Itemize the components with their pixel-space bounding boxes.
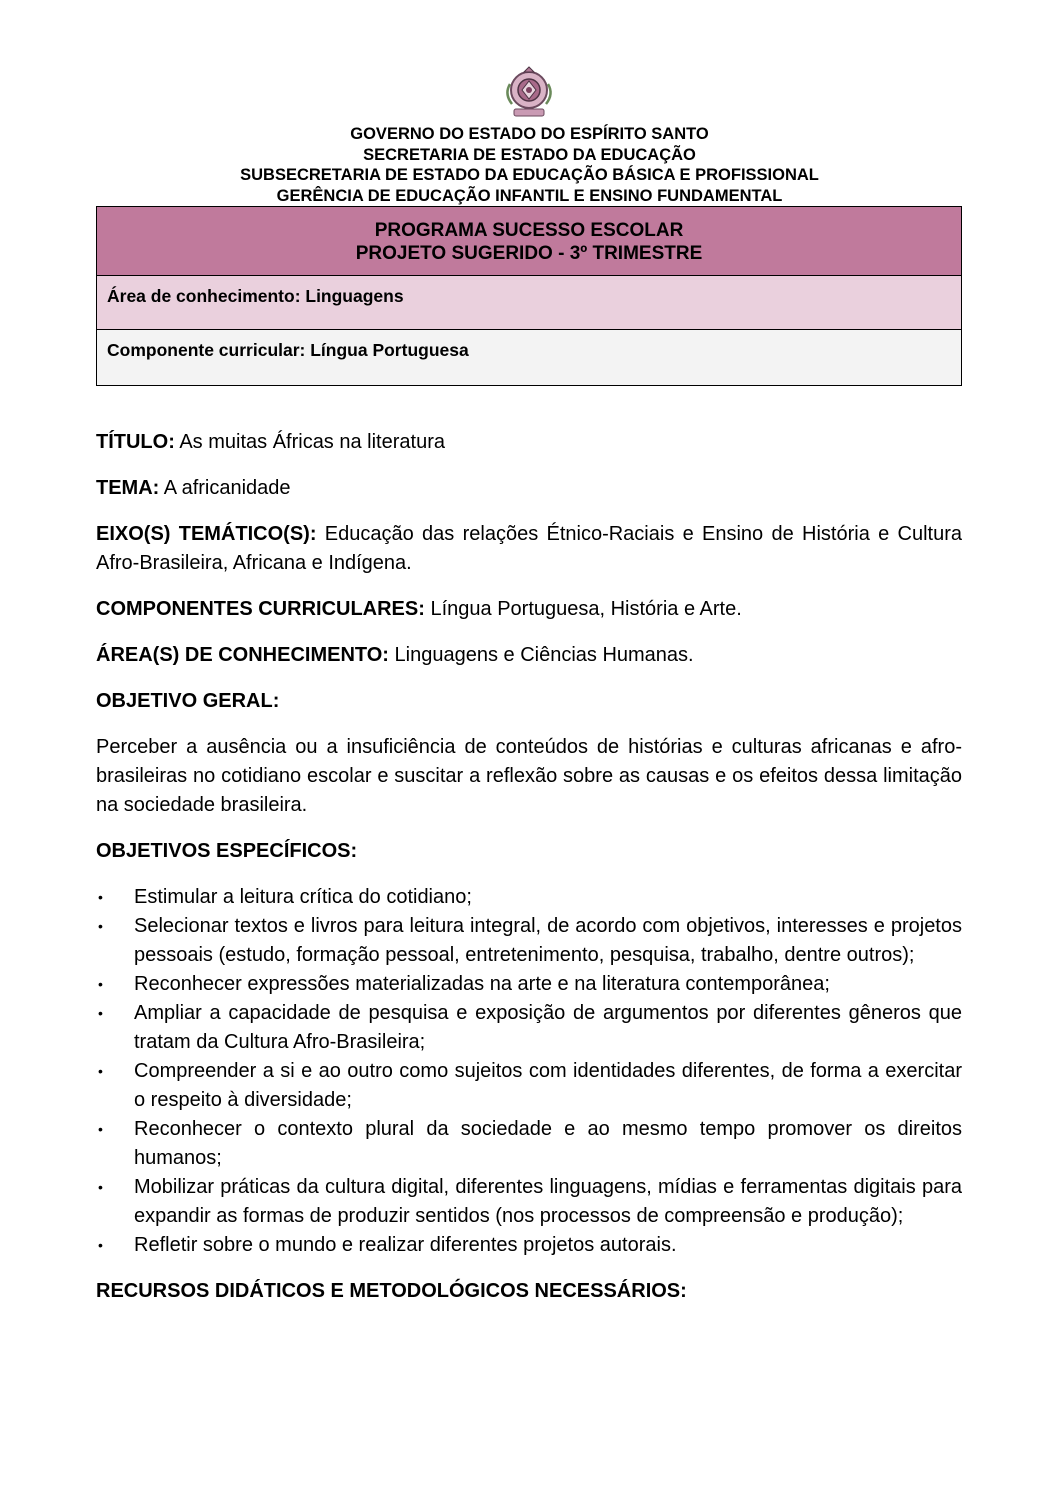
knowledge-area-cell: Área de conhecimento: Linguagens xyxy=(97,276,961,330)
state-coat-of-arms-icon xyxy=(500,64,558,122)
eixo-paragraph xyxy=(96,520,962,578)
areas-label: ÁREA(S) DE CONHECIMENTO: xyxy=(96,644,389,666)
list-item-text: Refletir sobre o mundo e realizar diferentes projetos autorais. xyxy=(134,1234,677,1256)
list-item-text: Selecionar textos e livros para leitura integral, de acordo com objetivos, interesses e projetos pessoais (estudo, formação pessoal, entretenimento, pesquisa, trabalho, dentre outros); xyxy=(134,915,962,966)
bullet-icon: • xyxy=(98,918,103,934)
list-item-text: Reconhecer expressões materializadas na arte e na literatura contemporânea; xyxy=(134,973,830,995)
componentes-value: Língua Portuguesa, História e Arte. xyxy=(424,598,742,620)
institution-header xyxy=(0,124,1059,206)
bullet-icon: • xyxy=(98,1237,103,1253)
header-line: SECRETARIA DE ESTADO DA EDUCAÇÃO xyxy=(363,145,696,164)
document-body xyxy=(96,428,962,1306)
componentes-paragraph xyxy=(96,595,962,624)
program-title-cell xyxy=(97,207,961,276)
bullet-icon: • xyxy=(98,889,103,905)
list-item xyxy=(96,999,962,1057)
list-item xyxy=(96,1173,962,1231)
program-name: PROGRAMA SUCESSO ESCOLAR xyxy=(374,220,684,241)
bullet-icon: • xyxy=(98,1179,103,1195)
list-item-text: Estimular a leitura crítica do cotidiano; xyxy=(134,886,472,908)
project-subtitle: PROJETO SUGERIDO - 3º TRIMESTRE xyxy=(355,243,703,264)
areas-value: Linguagens e Ciências Humanas. xyxy=(388,644,694,666)
curricular-component-cell: Componente curricular: Língua Portuguesa xyxy=(97,330,961,385)
header-line: GERÊNCIA DE EDUCAÇÃO INFANTIL E ENSINO FUNDAMENTAL xyxy=(276,186,783,205)
titulo-paragraph xyxy=(96,428,962,457)
areas-paragraph xyxy=(96,641,962,670)
list-item xyxy=(96,1115,962,1173)
list-item-text: Mobilizar práticas da cultura digital, diferentes linguagens, mídias e ferramentas digitais para expandir as formas de produzir sentidos (nos processos de compreensão e produção); xyxy=(134,1176,962,1227)
list-item xyxy=(96,970,962,999)
bullet-icon: • xyxy=(98,976,103,992)
list-item xyxy=(96,1231,962,1260)
list-item xyxy=(96,912,962,970)
header-line: SUBSECRETARIA DE ESTADO DA EDUCAÇÃO BÁSICA E PROFISSIONAL xyxy=(240,166,819,184)
tema-value: A africanidade xyxy=(159,477,291,499)
header-line: GOVERNO DO ESTADO DO ESPÍRITO SANTO xyxy=(350,125,709,143)
program-info-table xyxy=(96,206,962,386)
eixo-label: EIXO(S) TEMÁTICO(S): xyxy=(96,523,317,545)
objetivo-geral-heading: OBJETIVO GERAL: xyxy=(96,690,280,712)
eixo-value: Educação das relações Étnico-Raciais e Ensino de História e Cultura Afro-Brasileira, Africana e Indígena. xyxy=(96,523,962,574)
recursos-heading: RECURSOS DIDÁTICOS E METODOLÓGICOS NECESSÁRIOS: xyxy=(96,1280,687,1302)
objetivo-geral-text: Perceber a ausência ou a insuficiência de conteúdos de histórias e culturas africanas e afro-brasileiras no cotidiano escolar e suscitar a reflexão sobre as causas e os efeitos dessa limitação na sociedade brasileira. xyxy=(96,736,962,816)
objetivos-especificos-list xyxy=(96,883,962,1260)
tema-label: TEMA: xyxy=(96,477,160,499)
list-item xyxy=(96,883,962,912)
list-item xyxy=(96,1057,962,1115)
componentes-label: COMPONENTES CURRICULARES: xyxy=(96,598,425,620)
titulo-label: TÍTULO: xyxy=(96,431,175,453)
objetivos-especificos-heading: OBJETIVOS ESPECÍFICOS: xyxy=(96,840,358,862)
list-item-text: Compreender a si e ao outro como sujeitos com identidades diferentes, de forma a exercitar o respeito à diversidade; xyxy=(134,1060,962,1111)
tema-paragraph xyxy=(96,474,962,503)
bullet-icon: • xyxy=(98,1063,103,1079)
titulo-value: As muitas Áfricas na literatura xyxy=(174,431,445,453)
bullet-icon: • xyxy=(98,1121,103,1137)
bullet-icon: • xyxy=(98,1005,103,1021)
list-item-text: Ampliar a capacidade de pesquisa e exposição de argumentos por diferentes gêneros que tratam da Cultura Afro-Brasileira; xyxy=(134,1002,962,1053)
list-item-text: Reconhecer o contexto plural da sociedade e ao mesmo tempo promover os direitos humanos; xyxy=(134,1118,962,1169)
